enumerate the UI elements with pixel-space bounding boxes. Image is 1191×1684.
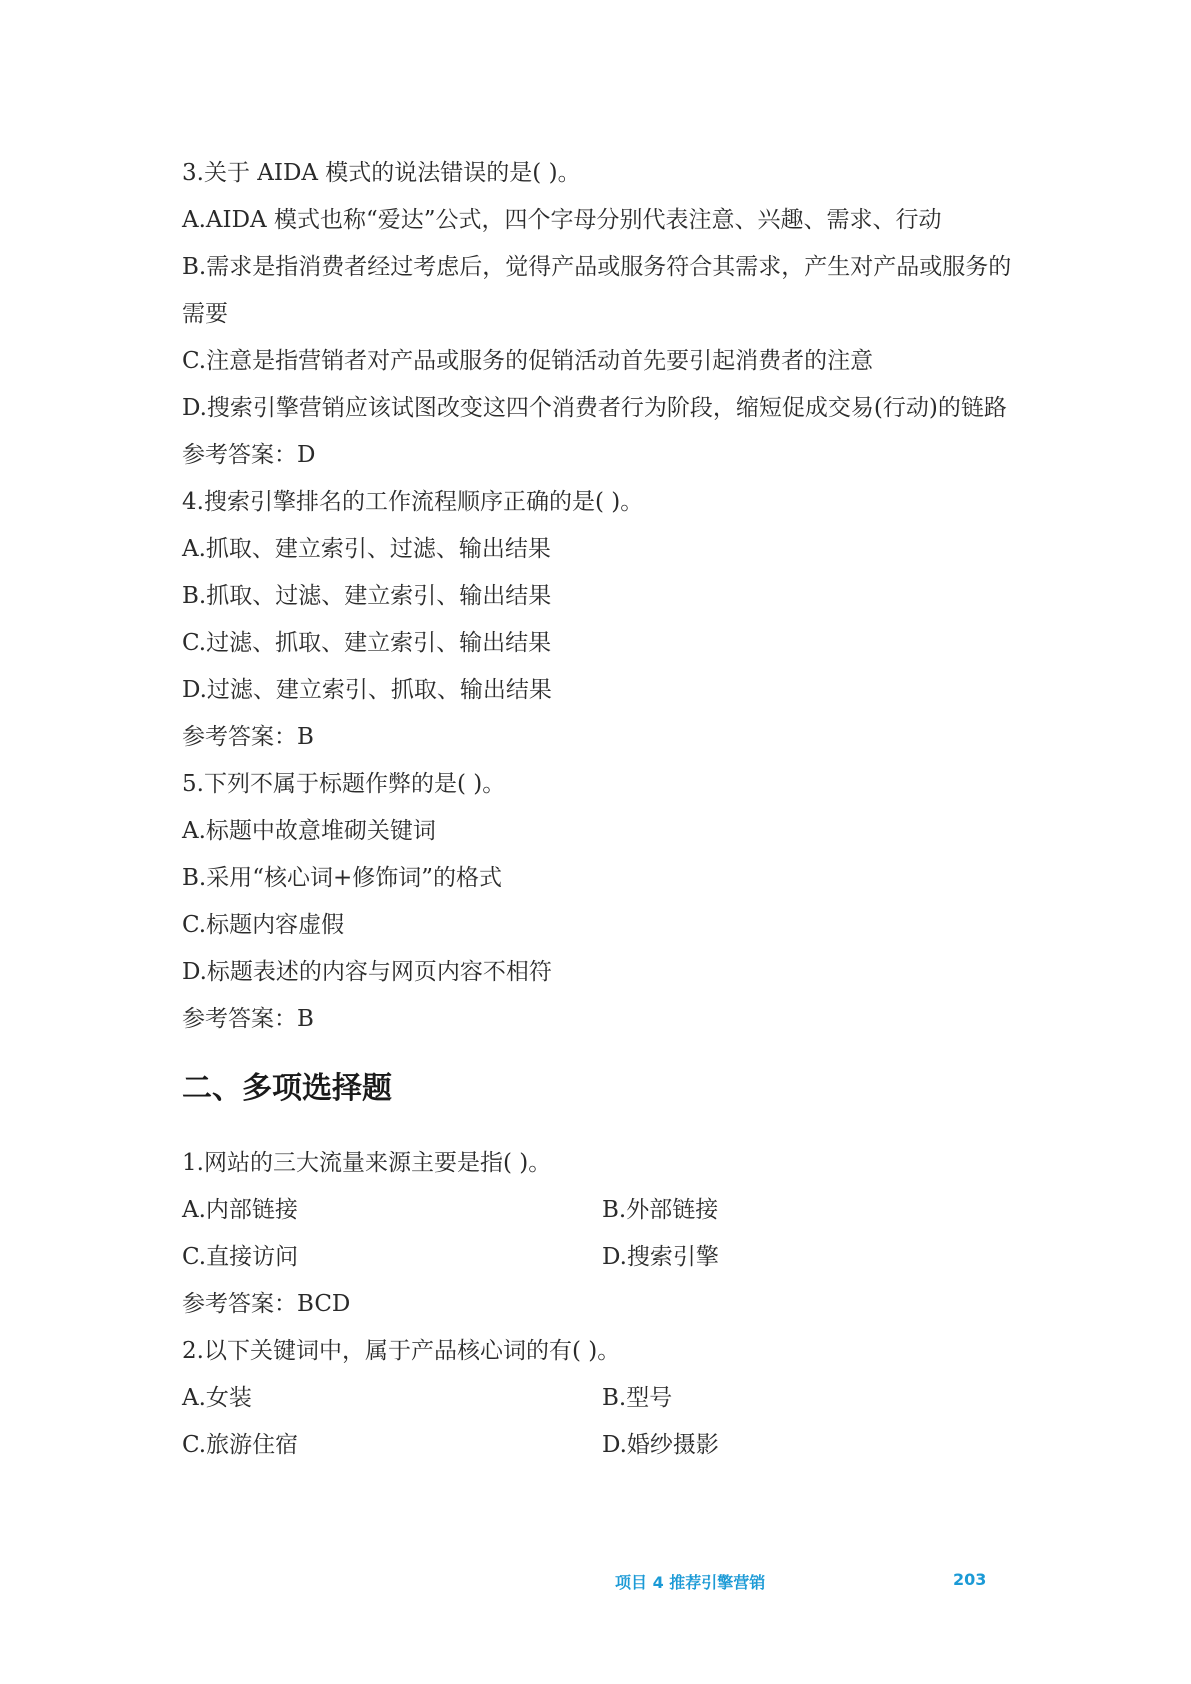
- option-b: B.型号: [602, 1385, 673, 1411]
- option-a: A.抓取、建立索引、过滤、输出结果: [182, 536, 551, 562]
- question-stem: 5.下列不属于标题作弊的是( )。: [182, 771, 506, 797]
- option-c: C.注意是指营销者对产品或服务的促销活动首先要引起消费者的注意: [182, 348, 874, 374]
- question-stem: 1.网站的三大流量来源主要是指( )。: [182, 1150, 552, 1176]
- answer: 参考答案：B: [182, 724, 314, 750]
- answer: 参考答案：D: [182, 442, 316, 468]
- option-c: C.过滤、抓取、建立索引、输出结果: [182, 630, 552, 656]
- option-b: B.需求是指消费者经过考虑后，觉得产品或服务符合其需求，产生对产品或服务的需要: [182, 254, 1012, 327]
- option-c: C.旅游住宿: [182, 1432, 299, 1458]
- option-row: [182, 1234, 1022, 1281]
- page-footer: [0, 1570, 1191, 1600]
- option-c: C.标题内容虚假: [182, 912, 345, 938]
- option-d: D.搜索引擎营销应该试图改变这四个消费者行为阶段，缩短促成交易(行动)的链路: [182, 395, 1007, 421]
- question-stem: 4.搜索引擎排名的工作流程顺序正确的是( )。: [182, 489, 644, 515]
- option-a: A.内部链接: [182, 1197, 298, 1223]
- option-d: D.搜索引擎: [602, 1244, 719, 1270]
- option-d: D.婚纱摄影: [602, 1432, 719, 1458]
- option-b: B.外部链接: [602, 1197, 719, 1223]
- page-content: [182, 150, 1022, 1469]
- option-a: A.女装: [182, 1385, 252, 1411]
- option-row: [182, 1187, 1022, 1234]
- answer: 参考答案：B: [182, 1006, 314, 1032]
- option-b: B.采用“核心词+修饰词”的格式: [182, 865, 503, 891]
- option-a: A.AIDA 模式也称“爱达”公式，四个字母分别代表注意、兴趣、需求、行动: [182, 207, 942, 233]
- option-c: C.直接访问: [182, 1244, 299, 1270]
- page-number: 203: [953, 1570, 987, 1589]
- question-stem: 2.以下关键词中，属于产品核心词的有( )。: [182, 1338, 621, 1364]
- question-stem: 3.关于 AIDA 模式的说法错误的是( )。: [182, 160, 581, 186]
- section-title: 二、多项选择题: [182, 1071, 392, 1106]
- answer: 参考答案：BCD: [182, 1291, 351, 1317]
- option-d: D.过滤、建立索引、抓取、输出结果: [182, 677, 552, 703]
- footer-project-title: 项目 4 推荐引擎营销: [615, 1573, 766, 1592]
- option-a: A.标题中故意堆砌关键词: [182, 818, 436, 844]
- option-d: D.标题表述的内容与网页内容不相符: [182, 959, 552, 985]
- option-row: [182, 1422, 1022, 1469]
- option-b: B.抓取、过滤、建立索引、输出结果: [182, 583, 552, 609]
- option-row: [182, 1375, 1022, 1422]
